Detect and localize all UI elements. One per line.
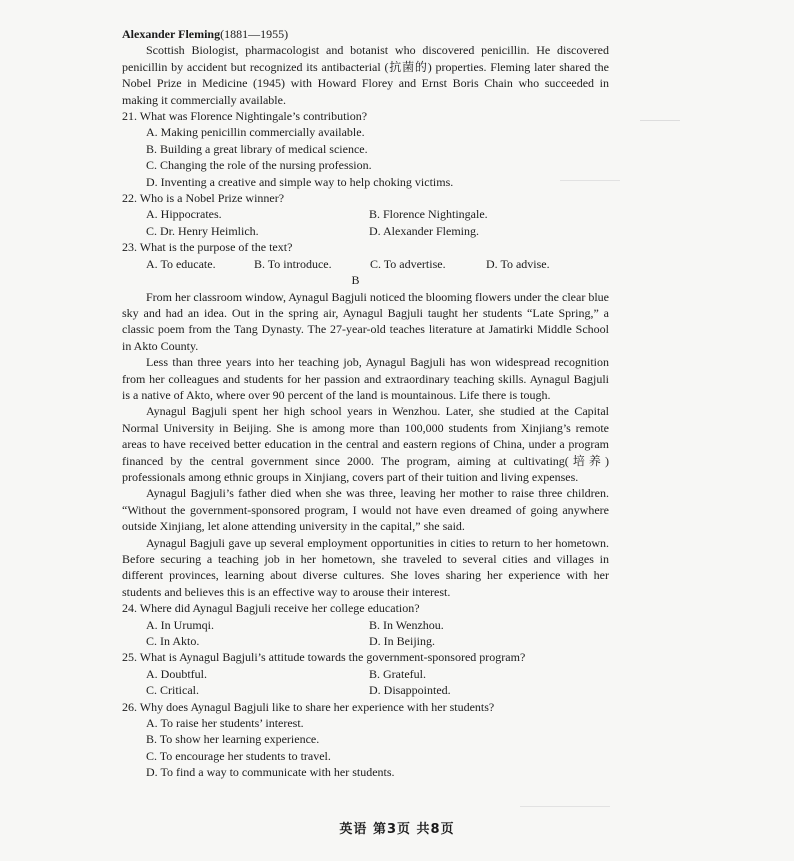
option-c: C. To advertise. xyxy=(370,256,446,271)
option-c: C. Changing the role of the nursing profession. xyxy=(146,158,372,173)
fleming-description: Scottish Biologist, pharmacologist and botanist who discovered penicillin. He discovered penicillin by accident but recognized its antibacterial (抗菌的) properties. Fleming later shared the Nobel Prize in Medicine (1945) with Howard Florey and Ernst Boris Chain who succeeded in making it commercially available. xyxy=(122,43,609,107)
person-years: (1881—1955) xyxy=(220,27,289,41)
option-a: A. Making penicillin commercially available. xyxy=(146,125,365,140)
option-b: B. Grateful. xyxy=(369,666,426,681)
option-d: D. Inventing a creative and simple way to help choking victims. xyxy=(146,174,454,189)
option-c: C. Critical. xyxy=(146,683,199,698)
option-d: D. To find a way to communicate with her students. xyxy=(146,765,395,780)
question-stem: 22. Who is a Nobel Prize winner? xyxy=(122,191,285,206)
option-b: B. To introduce. xyxy=(254,256,332,271)
passage-b-paragraph: Aynagul Bagjuli’s father died when she was three, leaving her mother to raise three children. “Without the government-sponsored program, I would not have even dreamed of going anywhere outside Xinjiang, let alone attending university in the capital,” she said. xyxy=(122,486,609,534)
question-25 xyxy=(122,649,609,698)
page-footer: 英语 第3页 共8页 xyxy=(339,822,455,837)
option-d: D. In Beijing. xyxy=(369,634,435,649)
passage-b-paragraph: From her classroom window, Aynagul Bagjuli noticed the blooming flowers under the clear blue sky and had an idea. Out in the spring air, Aynagul Bagjuli taught her students “Late Spring,” a classic poem from the Tang Dynasty. The 27-year-old teaches literature at Jamatirki Middle School in Akto County. xyxy=(122,289,609,353)
options-row xyxy=(122,223,609,239)
option-b: B. Building a great library of medical science. xyxy=(146,141,368,156)
passage-b-paragraph: Aynagul Bagjuli gave up several employment opportunities in cities to return to her hometown. Before securing a teaching job in her hometown, she traveled to several cities and villages in different provinces, learning about diverse cultures. She loves sharing her experience with her students and believes this is an effective way to arouse their interest. xyxy=(122,535,609,599)
option-c: C. To encourage her students to travel. xyxy=(146,748,331,763)
question-23 xyxy=(122,239,609,272)
person-name: Alexander Fleming xyxy=(122,27,221,41)
question-26 xyxy=(122,699,609,781)
bleed-through-mark xyxy=(640,120,680,121)
passage-b-paragraph: Aynagul Bagjuli spent her high school years in Wenzhou. Later, she studied at the Capital Normal University in Beijing. She is among more than 100,000 students from Xinjiang’s remote areas to have received better education in the central and eastern regions of China, under a program financed by the central government since 2000. The program, aiming at cultivating(培养) professionals among ethnic groups in Xinjiang, covers part of their tuition and living expenses. xyxy=(122,404,609,484)
options-row xyxy=(122,633,609,649)
options-row xyxy=(122,617,609,633)
question-stem: 26. Why does Aynagul Bagjuli like to share her experience with her students? xyxy=(122,699,495,714)
option-b: B. Florence Nightingale. xyxy=(369,207,488,222)
passage-a-heading xyxy=(122,26,609,42)
passage-b-paragraph: Less than three years into her teaching job, Aynagul Bagjuli has won widespread recognition from her colleagues and students for her passion and extraordinary teaching skills. Aynagul Bagjuli is a native of Akto, where over 90 percent of the land is mountainous. Life there is tough. xyxy=(122,355,609,402)
question-stem: 21. What was Florence Nightingale’s contribution? xyxy=(122,109,368,124)
exam-content xyxy=(122,26,609,781)
option-c: C. Dr. Henry Heimlich. xyxy=(146,223,259,238)
option-b: B. To show her learning experience. xyxy=(146,732,320,747)
option-a: A. To raise her students’ interest. xyxy=(146,716,304,731)
question-stem: 23. What is the purpose of the text? xyxy=(122,240,293,255)
option-d: D. Disappointed. xyxy=(369,683,451,698)
bleed-through-mark xyxy=(520,806,610,807)
question-24 xyxy=(122,600,609,649)
option-d: D. Alexander Fleming. xyxy=(369,223,479,238)
question-stem: 24. Where did Aynagul Bagjuli receive her college education? xyxy=(122,601,420,616)
options-row xyxy=(122,666,609,682)
option-a: A. To educate. xyxy=(146,256,216,271)
section-b-label: B xyxy=(351,273,360,288)
options-row xyxy=(122,682,609,698)
option-d: D. To advise. xyxy=(486,256,550,271)
option-c: C. In Akto. xyxy=(146,634,200,649)
question-stem: 25. What is Aynagul Bagjuli’s attitude towards the government-sponsored program? xyxy=(122,650,526,665)
options-row xyxy=(122,256,609,272)
question-21 xyxy=(122,108,609,190)
option-a: A. Doubtful. xyxy=(146,666,207,681)
options-row xyxy=(122,206,609,222)
option-b: B. In Wenzhou. xyxy=(369,617,444,632)
option-a: A. Hippocrates. xyxy=(146,207,222,222)
option-a: A. In Urumqi. xyxy=(146,617,214,632)
question-22 xyxy=(122,190,609,239)
